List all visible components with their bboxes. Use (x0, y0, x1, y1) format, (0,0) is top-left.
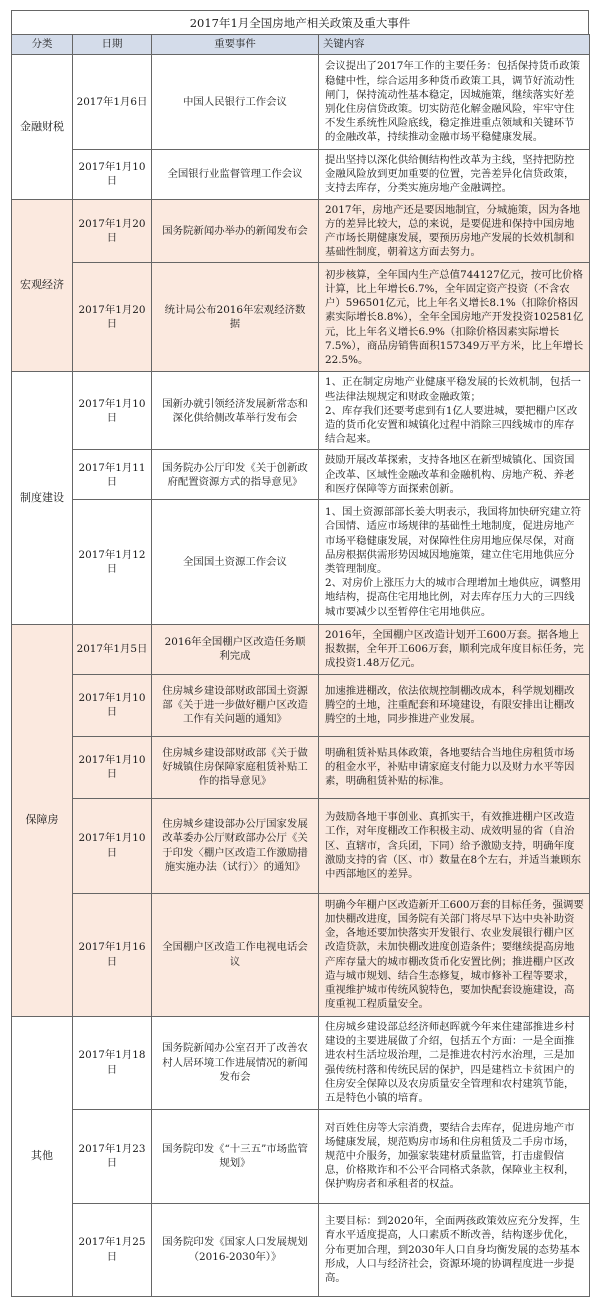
category-cell: 其他 (12, 1016, 73, 1296)
event-cell: 2016年全国棚户区改造任务顺利完成 (152, 625, 319, 675)
table-row (12, 1016, 590, 1109)
event-cell: 住房城乡建设部财政部《关于做好城镇住房保障家庭租赁补贴工作的指导意见》 (152, 736, 319, 798)
content-point-2: 2、库存我们还要考虑到有1亿人要进城，要把棚户区改造的货币化安置和城镇化过程中消除三四线城市的库存结合起来。 (325, 404, 578, 446)
content-cell: 2017年，房地产还是要因地制宜，分城施策，因为各地方的差异比较大，总的来说，是要促进和保持中国房地产市场长期健康发展，要预历房地产发展的长效机制和基础性制度，朝着这方面去努力。 (319, 199, 590, 263)
table-row (12, 55, 590, 150)
date-cell: 2017年1月10日 (73, 372, 152, 450)
date-cell: 2017年1月6日 (73, 55, 152, 150)
header-content: 关键内容 (319, 35, 590, 55)
date-cell: 2017年1月11日 (73, 450, 152, 500)
date-cell: 2017年1月10日 (73, 798, 152, 893)
table-row (12, 1109, 590, 1203)
event-cell: 住房城乡建设部财政部国土资源部《关于进一步做好棚户区改造工作有关问题的通知》 (152, 674, 319, 736)
table-row (12, 500, 590, 625)
event-cell: 中国人民银行工作会议 (152, 55, 319, 150)
date-cell: 2017年1月10日 (73, 736, 152, 798)
table-row (12, 450, 590, 500)
table-row (12, 625, 590, 675)
content-cell (319, 500, 590, 625)
event-cell: 国务院印发《国家人口发展规划（2016-2030年）》 (152, 1203, 319, 1296)
event-cell: 国务院印发《“十三五”市场监管规划》 (152, 1109, 319, 1203)
table-header-row (12, 35, 590, 55)
event-cell: 住房城乡建设部办公厅国家发展改革委办公厅财政部办公厅《关于印发〈棚户区改造工作激励措施实施办法（试行）〉的通知》 (152, 798, 319, 893)
policy-events-table (11, 34, 590, 1297)
header-event: 重要事件 (152, 35, 319, 55)
event-cell: 国新办就引领经济发展新常态和深化供给侧改革举行发布会 (152, 372, 319, 450)
table-row (12, 372, 590, 450)
date-cell: 2017年1月20日 (73, 199, 152, 263)
category-cell: 金融财税 (12, 55, 73, 200)
date-cell: 2017年1月10日 (73, 150, 152, 200)
event-cell: 国务院新闻办公室召开了改善农村人居环境工作进展情况的新闻发布会 (152, 1016, 319, 1109)
category-cell: 宏观经济 (12, 199, 73, 372)
date-cell: 2017年1月23日 (73, 1109, 152, 1203)
content-point-1: 1、国土资源部部长姜大明表示，我国将加快研究建立符合国情、适应市场规律的基础性土地制度，促进房地产市场平稳健康发展，对保障性住房用地应保尽保，对商品房根据供需形势因城因地施策，建立住宅用地供应分类管理制度。 (325, 506, 581, 576)
date-cell: 2017年1月12日 (73, 500, 152, 625)
event-cell: 国务院办公厅印发《关于创新政府配置资源方式的指导意见》 (152, 450, 319, 500)
content-cell: 初步核算，全年国内生产总值744127亿元，按可比价格计算，比上年增长6.7%，全年固定资产投资（不含农户）596501亿元，比上年名义增长8.1%（扣除价格因素实际增长8.8%），全年全国房地产开发投资102581亿元，比上年名义增长6.9%（扣除价格因素实际增长7.5%），商品房销售面积157349万平方米，比上年增长22.5%。 (319, 263, 590, 372)
content-cell (319, 372, 590, 450)
content-cell: 会议提出了2017年工作的主要任务：包括保持货币政策稳健中性，综合运用多种货币政策工具，调节好流动性闸门，保持流动性基本稳定，因城施策，继续落实好差别化住房信贷政策。切实防范化解金融风险，牢牢守住不发生系统性风险底线，稳定推进重点领域和关键环节的金融改革，持续推动金融市场平稳健康发展。 (319, 55, 590, 150)
content-cell: 主要目标：到2020年，全面两孩政策效应充分发挥，生育水平适度提高，人口素质不断改善，结构逐步优化，分布更加合理，到2030年人口自身均衡发展的态势基本形成，人口与经济社会，资源环境的协调程度进一步提高。 (319, 1203, 590, 1296)
event-cell: 全国银行业监督管理工作会议 (152, 150, 319, 200)
table-row (12, 893, 590, 1016)
event-cell: 全国棚户区改造工作电视电话会议 (152, 893, 319, 1016)
event-cell: 国务院新闻办举办的新闻发布会 (152, 199, 319, 263)
table-row (12, 1203, 590, 1296)
table-row (12, 674, 590, 736)
date-cell: 2017年1月5日 (73, 625, 152, 675)
group-affordable-housing (12, 625, 590, 1017)
content-cell: 提出坚持以深化供给侧结构性改革为主线，坚持把防控金融风险放到更加重要的位置，完善差异化信贷政策，支持去库存，分类实施房地产金融调控。 (319, 150, 590, 200)
content-point-2: 2、对房价上涨压力大的城市合理增加土地供应，调整用地结构，提高住宅用地比例，对去库存压力大的三四线城市要减少以至暂停住宅用地供应。 (325, 577, 581, 618)
date-cell: 2017年1月25日 (73, 1203, 152, 1296)
header-category: 分类 (12, 35, 73, 55)
group-finance-tax (12, 55, 590, 200)
table-row (12, 736, 590, 798)
content-cell: 对百姓住房等大宗消费，要结合去库存，促进房地产市场健康发展，规范购房市场和住房租赁及二手房市场，规范中介服务，加强家装建材质量监管，打击虚假信息，价格欺诈和不公平合同格式条款，保障业主权利，保护购房者和承租者的权益。 (319, 1109, 590, 1203)
table-row (12, 263, 590, 372)
group-macro-economy (12, 199, 590, 372)
event-cell: 全国国土资源工作会议 (152, 500, 319, 625)
content-cell: 鼓励开展改革探索，支持各地区在新型城镇化、国资国企改革、区域性金融改革和金融机构、房地产税、养老和医疗保障等方面探索创新。 (319, 450, 590, 500)
group-other (12, 1016, 590, 1296)
document-title: 2017年1月全国房地产相关政策及重大事件 (11, 10, 589, 34)
header-date: 日期 (73, 35, 152, 55)
table-row (12, 199, 590, 263)
category-cell: 保障房 (12, 625, 73, 1017)
table-row (12, 798, 590, 893)
content-cell: 明确今年棚户区改造新开工600万套的目标任务，强调要加快棚改进度，国务院有关部门将尽早下达中央补助资金，各地还要加快落实开发银行、农业发展银行棚户区改造贷款，未加快棚改进度创造条件；要继续提高房地产库存量大的城市棚改货币化安置比例；推进棚户区改造与城市规划、结合生态修复，城市修补工程等要求，重视维护城市传统风貌特色，要加快配套设施建设，高度重视工程质量安全。 (319, 893, 590, 1016)
content-cell: 2016年，全国棚户区改造计划开工600万套。据各地上报数据，全年开工606万套，顺利完成年度目标任务，完成投资1.48万亿元。 (319, 625, 590, 675)
date-cell: 2017年1月18日 (73, 1016, 152, 1109)
content-point-1: 1、正在制定房地产业健康平稳发展的长效机制，包括一些法律法规规定和财政金融政策； (325, 376, 581, 403)
date-cell: 2017年1月10日 (73, 674, 152, 736)
event-cell: 统计局公布2016年宏观经济数据 (152, 263, 319, 372)
category-cell: 制度建设 (12, 372, 73, 625)
content-cell: 明确租赁补贴具体政策，各地要结合当地住房租赁市场的租金水平，补贴申请家庭支付能力以及财力水平等因素，明确租赁补贴的标准。 (319, 736, 590, 798)
table-row (12, 150, 590, 200)
content-cell: 住房城乡建设部总经济师赵晖就今年来住建部推进乡村建设的主要进展做了介绍，包括五个方面：一是全面推进农村生活垃圾治理，二是推进农村污水治理，三是加强传统村落和传统民居的保护，四是建档立卡贫困户的住房安全保障以及农房质量安全管理和农村建筑节能，五是特色小镇的培育。 (319, 1016, 590, 1109)
date-cell: 2017年1月20日 (73, 263, 152, 372)
group-institution-building (12, 372, 590, 625)
content-cell: 加速推进棚改，依法依规控制棚改成本，科学规划棚改腾空的土地，注重配套和环境建设，有限安排出让棚改腾空的土地，同步推进产业发展。 (319, 674, 590, 736)
content-cell: 为鼓励各地干事创业、真抓实干，有效推进棚户区改造工作，对年度棚改工作积极主动、成效明显的省（自治区、直辖市，含兵团，下同）给予激励支持，明确年度激励支持的省（区、市）数量在8个左右，并适当兼顾东中西部地区的差异。 (319, 798, 590, 893)
date-cell: 2017年1月16日 (73, 893, 152, 1016)
